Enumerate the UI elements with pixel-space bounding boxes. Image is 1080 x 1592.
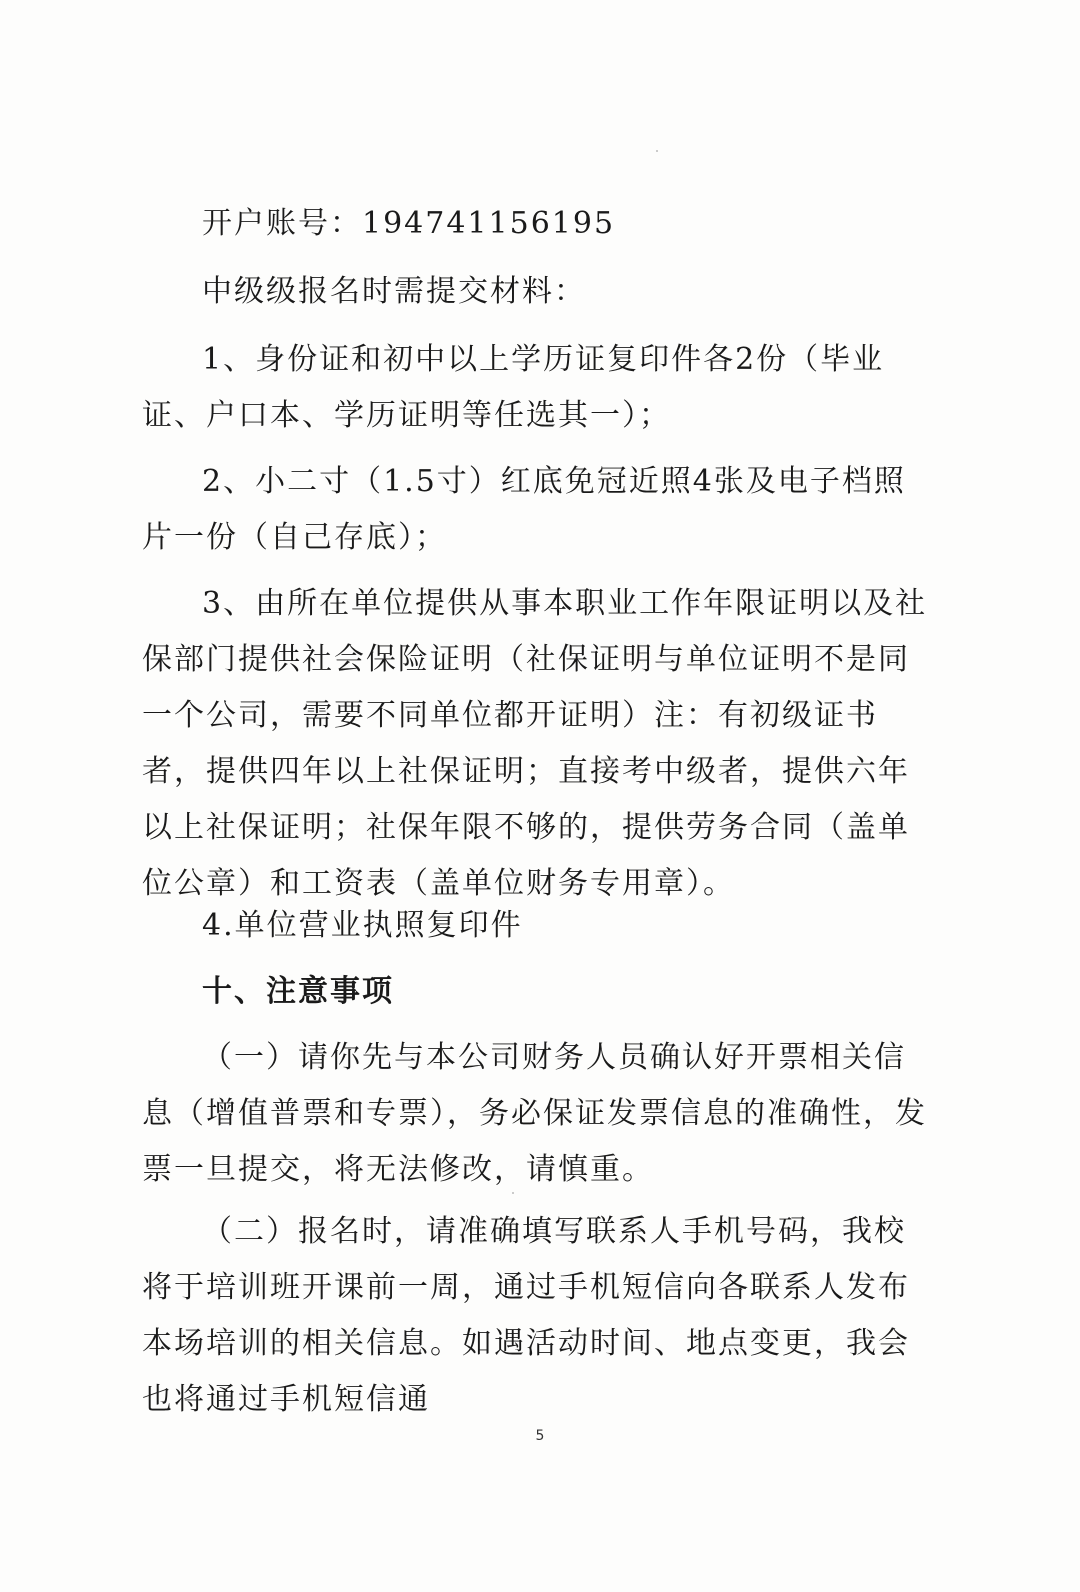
scan-speck — [656, 150, 658, 152]
section-heading-notes: 十、注意事项 — [202, 974, 394, 1009]
material-item-1: 1、身份证和初中以上学历证复印件各2份（毕业证、户口本、学历证明等任选其一）； — [142, 342, 885, 433]
note-item-2: （二）报名时，请准确填写联系人手机号码，我校将于培训班开课前一周，通过手机短信向各联系人发布本场培训的相关信息。如遇活动时间、地点变更，我会也将通过手机短信通 — [142, 1214, 910, 1417]
scan-speck — [512, 1192, 514, 1194]
note-item-1: （一）请你先与本公司财务人员确认好开票相关信息（增值普票和专票），务必保证发票信息的准确性，发票一旦提交，将无法修改，请慎重。 — [142, 1040, 927, 1187]
page-number: 5 — [535, 1428, 545, 1444]
material-item-4: 4.单位营业执照复印件 — [202, 908, 523, 943]
material-item-3: 3、由所在单位提供从事本职业工作年限证明以及社保部门提供社会保险证明（社保证明与单位证明不是同一个公司，需要不同单位都开证明）注：有初级证书者，提供四年以上社保证明；直接考中级者，提供六年以上社保证明；社保年限不够的，提供劳务合同（盖单位公章）和工资表（盖单位财务专用章）。 — [142, 586, 928, 901]
account-number-line: 开户账号：194741156195 — [202, 206, 616, 241]
materials-heading: 中级级报名时需提交材料： — [202, 274, 586, 309]
material-item-2: 2、小二寸（1.5寸）红底免冠近照4张及电子档照片一份（自己存底）； — [142, 464, 906, 555]
